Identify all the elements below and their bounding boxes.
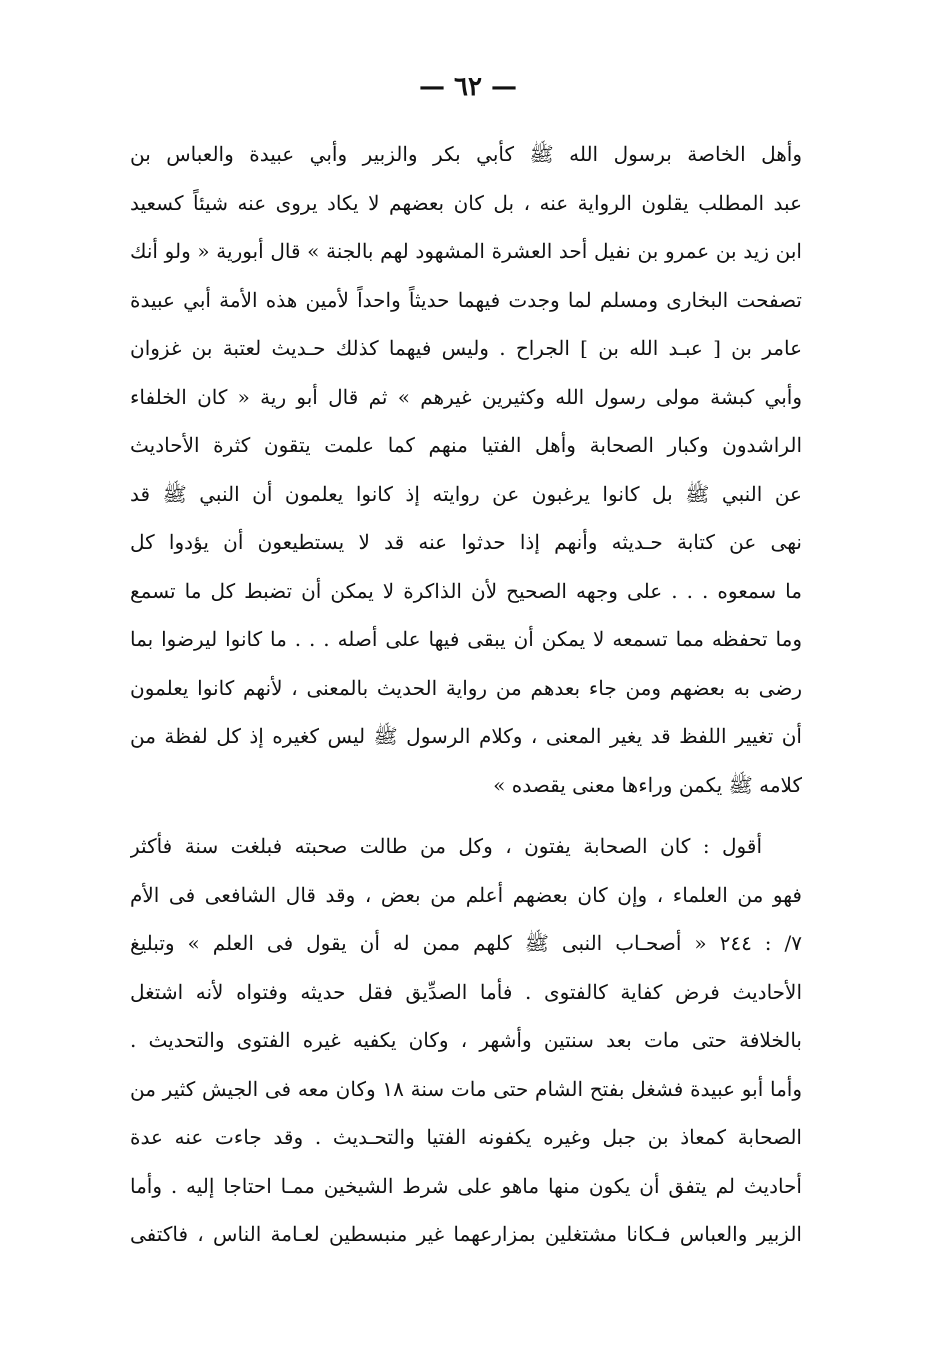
text-line: أقول : كان الصحابة يفتون ، وكل من طالت صحبته فبلغت سنة فأكثر	[130, 834, 762, 858]
text-line: نهى عن كتابة حـديثه وأنهم إذا حدثوا عنه قد لا يستطيعون أن يؤدوا كل	[130, 530, 802, 554]
text-line: الراشدون وكبار الصحابة وأهل الفتيا منهم كما علمت يتقون كثرة الأحاديث	[130, 433, 802, 457]
text-line: عن النبي ﷺ بل كانوا يرغبون عن روايته إذ كانوا يعلمون أن النبي ﷺ قد	[130, 481, 802, 506]
text-line: وما تحفظه مما تسمعه لا يمكن أن يبقى فيها على أصله . . . ما كانوا ليرضوا بما	[130, 627, 802, 651]
page-number: — ٦٢ —	[418, 72, 518, 102]
text-line: ابن زيد بن عمرو بن نفيل أحد العشرة المشهود لهم بالجنة » قال أبورية « ولو أنك	[130, 239, 802, 263]
text-line: الأحاديث فرض كفاية كالفتوى . فأما الصدِّيق فقل حديثه وفتواه لأنه اشتغل	[130, 979, 802, 1004]
text-line: أحاديث لم يتفق أن يكون منها ماهو على شرط الشيخين ممـا احتاجا إليه . وأما	[130, 1173, 802, 1198]
text-line: عبد المطلب يقلون الرواية عنه ، بل كان بعضهم لا يكاد يروى عنه شيئاً كسعيد	[130, 190, 802, 215]
paragraph-1	[130, 130, 802, 809]
text-line: أن تغيير اللفظ قد يغير المعنى ، وكلام الرسول ﷺ ليس كغيره إذ كل لفظة من	[130, 724, 802, 748]
text-line: الصحابة كمعاذ بن جبل وغيره يكفونه الفتيا والتحـديث . وقد جاءت عنه عدة	[130, 1125, 802, 1149]
text-line: بالخلافة حتى مات بعد سنتين وأشهر ، وكان يكفيه غيره الفتوى والتحديث .	[130, 1028, 802, 1052]
text-line: رضى به بعضهم ومن جاء بعدهم من رواية الحديث بالمعنى ، لأنهم كانوا يعلمون	[130, 675, 802, 700]
text-line: ٧/ : ٢٤٤ « أصحـاب النبى ﷺ كلهم ممن له أن يقول فى العلم » وتبليغ	[130, 931, 802, 955]
text-line: كلامه ﷺ يكمن وراءها معنى يقصده »	[493, 772, 802, 797]
text-line: تصفحت البخارى ومسلم لما وجدت فيهما حديثاً واحداً لأمين هذه الأمة أبي عبيدة	[130, 287, 802, 312]
paragraph-2	[130, 822, 802, 1259]
text-line: فهو من العلماء ، وإن كان بعضهم أعلم من بعض ، وقد قال الشافعى فى الأم	[130, 882, 802, 907]
text-line: وأما أبو عبيدة فشغل بفتح الشام حتى مات سنة ١٨ وكان معه فى الجيش كثير من	[130, 1076, 802, 1101]
text-line: وأهل الخاصة برسول الله ﷺ كأبي بكر والزبير وأبي عبيدة والعباس بن	[130, 142, 802, 166]
text-line: ما سمعوه . . . على وجهه الصحيح لأن الذاكرة لا يمكن أن تضبط كل ما تسمع	[130, 578, 802, 603]
text-line: وأبي كبشة مولى رسول الله وكثيرين غيرهم » ثم قال أبو رية « كان الخلفاء	[130, 384, 802, 409]
text-line: عامر بن [ عبـد الله بن ] الجراح . وليس فيهما كذلك حـديث لعتبة بن غزوان	[130, 336, 802, 360]
text-line: الزبير والعباس فـكانا مشتغلين بمزارعهما غير منبسطين لعـامة الناس ، فاكتفى	[130, 1222, 802, 1246]
